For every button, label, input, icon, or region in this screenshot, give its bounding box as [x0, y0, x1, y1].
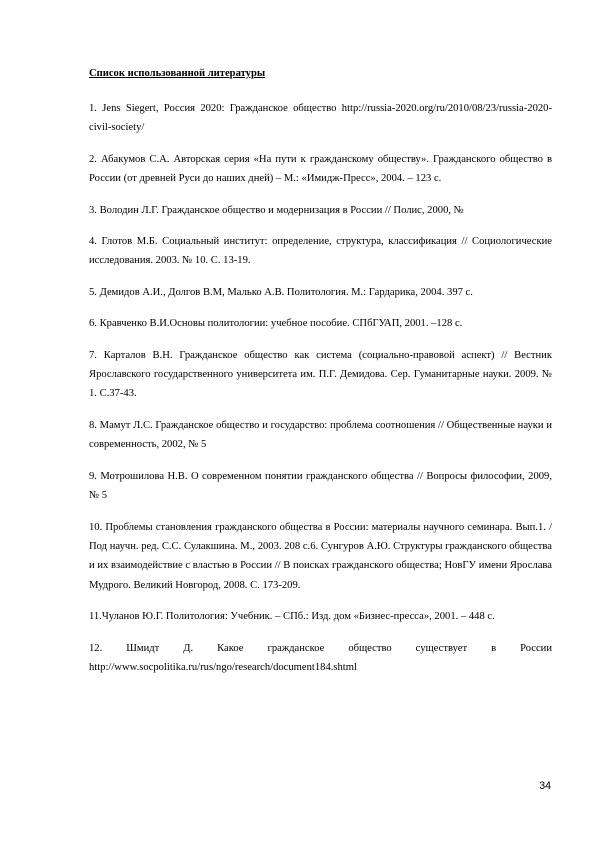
bibliography-entry-3: 3. Володин Л.Г. Гражданское общество и модернизация в России // Полис, 2000, № [89, 204, 464, 216]
bibliography-entry-1: 1. Jens Siegert, Россия 2020: Гражданское общество http://russia-2020.org/ru/2010/08/23/russia-2020-civil-society/ [89, 103, 552, 134]
bibliography-section [89, 66, 552, 689]
bibliography-entry-4: 4. Глотов М.Б. Социальный институт: определение, структура, классификация // Социологические исследования. 2003. № 10. С. 13-19. [89, 236, 552, 267]
bibliography-entry-8: 8. Мамут Л.С. Гражданское общество и государство: проблема соотношения // Общественные науки и современность, 2002, № 5 [89, 419, 552, 451]
page-number: 34 [539, 780, 551, 792]
bibliography-entry-11: 11.Чуланов Ю.Г. Политология: Учебник. – СПб.: Изд. дом «Бизнес-пресса», 2001. – 448 с. [89, 611, 495, 623]
bibliography-entry-9: 9. Мотрошилова Н.В. О современном понятии гражданского общества // Вопросы философии, 2009, № 5 [89, 470, 552, 502]
bibliography-heading: Список использованной литературы [89, 68, 266, 79]
bibliography-entry-2: 2. Абакумов С.А. Авторская серия «На пути к гражданскому обществу». Гражданского общество в России (от древней Руси до наших дней) – М.: «Имидж-Пресс», 2004. – 123 с. [89, 153, 552, 185]
bibliography-entry-12: 12. Шмидт Д. Какое гражданское общество существует в России http://www.socpolitika.ru/rus/ngo/research/document184.shtml [89, 642, 552, 673]
bibliography-entry-6: 6. Кравченко В.И.Основы политологии: учебное пособие. СПбГУАП, 2001. –128 с. [89, 318, 463, 330]
bibliography-entry-7: 7. Карталов В.Н. Гражданское общество как система (социально-правовой аспект) // Вестник Ярославского государственного университета им. П.Г. Демидова. Сер. Гуманитарные науки. 2009. № 1. С.37-43. [89, 349, 552, 400]
bibliography-entry-5: 5. Демидов А.И., Долгов В.М, Малько А.В. Политология. М.: Гардарика, 2004. 397 с. [89, 286, 473, 298]
bibliography-entry-10: 10. Проблемы становления гражданского общества в России: материалы научного семинара. Вып.1. / Под научн. ред. С.С. Сулакшина. М., 2003. 208 с.6. Сунгуров А.Ю. Структуры гражданского общества и их взаимодействие с властью в России // В поисках гражданского общества; НовГУ имени Ярослава Мудрого. Великий Новгород, 2008. С. 173-209. [89, 521, 552, 591]
